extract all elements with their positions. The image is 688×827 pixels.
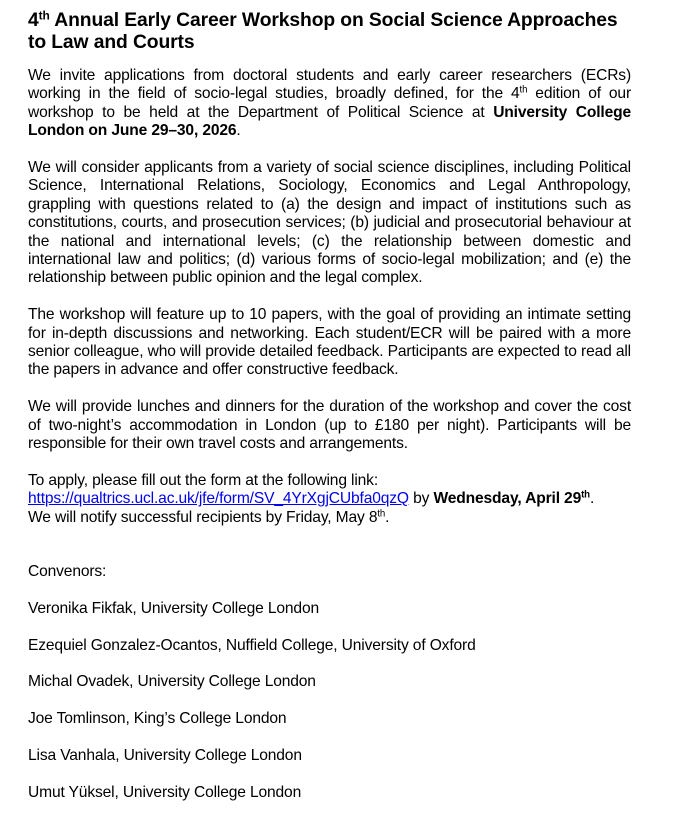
deadline <box>433 490 589 507</box>
apply-paragraph <box>28 472 631 527</box>
disciplines-paragraph: We will consider applicants from a variety of social science disciplines, including Political Science, International Relations, Sociology, Economics and Legal Anthropology, grappling with questions related to (a) the design and impact of institutions such as constitutions, courts, and prosecution services; (b) judicial and prosecutorial behaviour at the national and international levels; (c) the relationship between domestic and international law and politics; (d) various forms of socio-legal mobilization; and (e) the relationship between public opinion and the legal complex. <box>28 159 631 287</box>
funding-paragraph: We will provide lunches and dinners for the duration of the workshop and cover the cost of two-night’s accommodation in London (up to £180 per night). Participants will be responsible for their own travel costs and arrangements. <box>28 398 631 453</box>
convenor-item: Veronika Fikfak, University College London <box>28 599 320 617</box>
apply-by: by <box>408 490 434 508</box>
title-ordinal: 4 <box>28 10 39 31</box>
page-title <box>28 10 631 54</box>
convenor-item: Michal Ovadek, University College London <box>28 673 316 691</box>
convenor-item: Umut Yüksel, University College London <box>28 783 302 801</box>
convenor-item: Joe Tomlinson, King’s College London <box>28 710 287 728</box>
edition-sup: th <box>519 85 528 97</box>
convenor-item: Lisa Vanhala, University College London <box>28 747 302 765</box>
title-text: Annual Early Career Workshop on Social Science Approaches to Law and Courts <box>28 10 618 53</box>
deadline-sup: th <box>581 489 590 501</box>
deadline-text: Wednesday, April 29 <box>433 490 582 508</box>
convenors-heading: Convenors: <box>28 563 107 581</box>
deadline-end: . <box>589 490 595 508</box>
title-ordinal-sup: th <box>38 8 50 23</box>
intro-end: . <box>236 122 241 140</box>
notify-end: . <box>385 508 390 526</box>
application-form-link[interactable]: https://qualtrics.ucl.ac.uk/jfe/form/SV_4YrXgjCUbfa0qzQ <box>28 490 409 508</box>
venue-date: University College London on June 29–30, 2026 <box>28 103 631 140</box>
notify-text: We will notify successful recipients by Friday, May 8 <box>28 508 378 526</box>
intro-text-b: edition of our workshop to be held at the Department of Political Science at <box>28 85 631 121</box>
apply-intro: To apply, please fill out the form at the following link: <box>28 471 379 489</box>
convenor-item: Ezequiel Gonzalez-Ocantos, Nuffield College, University of Oxford <box>28 636 476 654</box>
document-page <box>28 10 631 821</box>
notify-sup: th <box>377 508 386 520</box>
edition-number: 4 <box>511 85 520 103</box>
format-paragraph: The workshop will feature up to 10 papers, with the goal of providing an intimate setting for in-depth discussions and networking. Each student/ECR will be paired with a more senior colleague, who will provide detailed feedback. Participants are expected to read all the papers in advance and offer constructive feedback. <box>28 306 631 379</box>
intro-paragraph <box>28 67 631 141</box>
intro-text-a: We invite applications from doctoral students and early career researchers (ECRs) working in the field of socio-legal studies, broadly defined, for the <box>28 67 631 103</box>
